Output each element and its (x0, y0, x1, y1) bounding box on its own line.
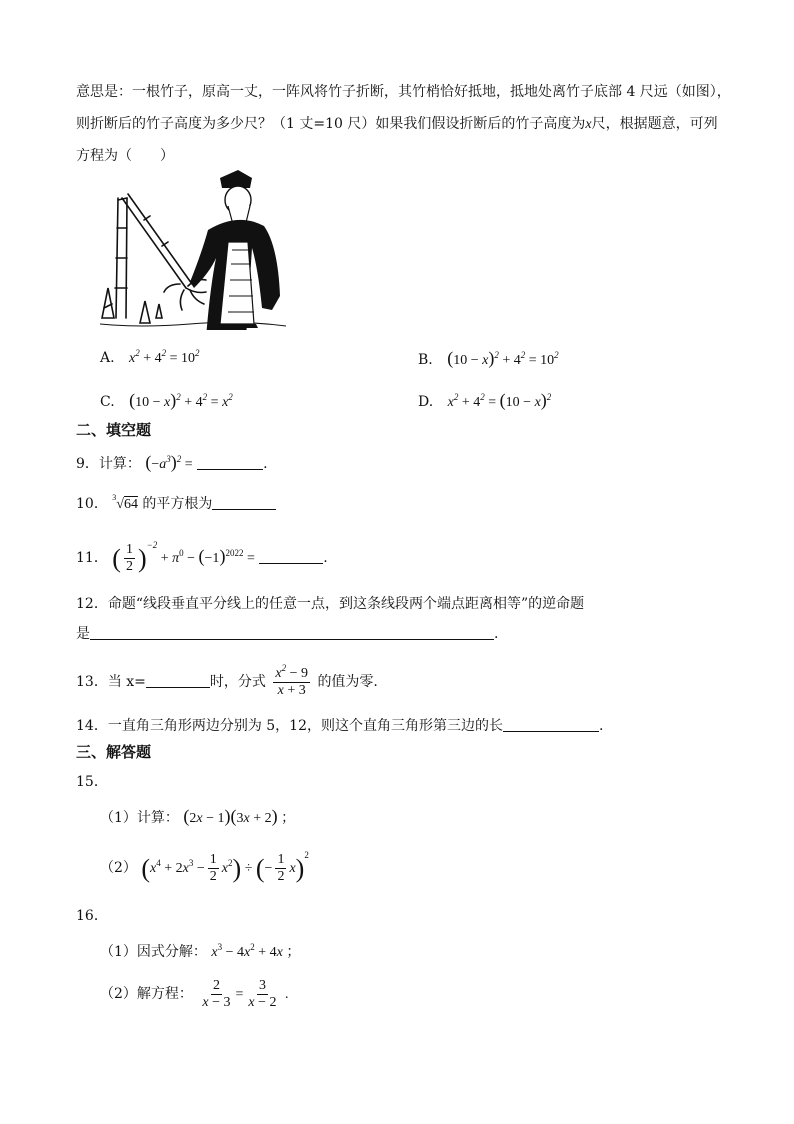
option-d-equation: $x^2 + 4^2 = (10 - x)^2$ (447, 390, 552, 410)
question-15 (76, 772, 108, 792)
q16-part2 (100, 974, 289, 1014)
q11-answer-blank[interactable] (259, 548, 323, 564)
option-b-label: B. (418, 352, 433, 368)
problem8-line2 (76, 114, 718, 135)
section2-heading (76, 420, 151, 440)
q11-number: 11． (76, 550, 108, 566)
question-11: 11． ( $\frac{1}{2}$ )$^{-2} + \pi^0 - (-1)^{2022}$ = . (76, 540, 328, 575)
q16-part1-expression: $x^3 - 4x^2 + 4x$ ； (211, 942, 301, 960)
q13-answer-blank[interactable] (146, 672, 210, 688)
question-13 (76, 662, 378, 702)
option-b[interactable] (418, 348, 559, 371)
option-b-equation: $(10 - x)^2 + 4^2 = 10^2$ (447, 348, 559, 368)
broken-bamboo (122, 198, 186, 288)
question-16 (76, 906, 108, 926)
q13-text-a: 当 x= (107, 674, 146, 690)
q14-answer-blank[interactable] (503, 716, 599, 732)
problem8-line2-text-b: 尺，根据题意，可列 (591, 116, 718, 132)
q16-part2-label: （2）解方程： (100, 986, 193, 1002)
section3-heading (76, 742, 151, 762)
q13-fraction: $\frac{x^2 - 9}{x + 3}$ (275, 662, 308, 698)
option-d-label: D. (418, 394, 434, 410)
q9-expression: $(-a^3)^2$ = (145, 452, 193, 472)
problem8-variable-x: x (585, 117, 592, 132)
q10-number: 10． (76, 496, 108, 512)
q9-answer-blank[interactable] (197, 454, 263, 470)
problem8-line3-text: 方程为（ ） (76, 148, 174, 164)
q12-answer-blank[interactable] (90, 624, 494, 640)
option-a-label: A. (100, 350, 115, 366)
q9-text: 计算： (98, 456, 141, 472)
question-12-answer-line: 是 . (76, 626, 499, 642)
option-c-label: C. (100, 394, 115, 410)
q12-text: 命题“线段垂直平分线上的任意一点，到这条线段两个端点距离相等”的逆命题 (107, 596, 585, 612)
question-9: 9．计算： $(-a^3)^2$ = . (76, 452, 268, 472)
q13-text-c: 的值为零. (317, 674, 378, 690)
problem8-line3 (76, 146, 174, 166)
section2-title: 二、填空题 (76, 421, 152, 439)
q15-part2-label: （2） (100, 860, 137, 876)
q10-text: 的平方根为 (142, 496, 213, 512)
option-a[interactable] (100, 348, 200, 369)
question-14: 14．一直角三角形两边分别为 5，12，则这个直角三角形第三边的长 . (76, 718, 604, 734)
option-c-equation: $(10 - x)^2 + 4^2 = x^2$ (129, 390, 233, 410)
question-12 (76, 594, 584, 614)
bamboo-scholar-illustration (100, 168, 286, 330)
q16-number: 16． (76, 908, 108, 924)
question-10 (76, 494, 276, 515)
q10-answer-blank[interactable] (212, 494, 276, 510)
section3-title: 三、解答题 (76, 743, 152, 761)
option-c[interactable] (100, 390, 233, 413)
q16-part1 (100, 942, 300, 963)
scholar-figure (190, 170, 280, 330)
q15-part2-expression: ($x^4 + 2x^3$ − $\frac{1}{2}$ $x^2$) ÷ (− $\frac{1}{2}$ x)$^2$ (141, 850, 309, 885)
q15-part1-expression: (2x − 1)(3x + 2) ； (183, 806, 296, 826)
option-d[interactable] (418, 390, 551, 413)
q11-fraction-half: $\frac{1}{2}$ (125, 542, 133, 575)
q15-part1 (100, 806, 295, 829)
q16-part2-equation: $\frac{2}{x - 3}$ = $\frac{3}{x - 2}$ . (202, 978, 289, 1011)
q16-part1-label: （1）因式分解： (100, 944, 207, 960)
q12-text2: 是 (76, 626, 90, 642)
q12-number: 12． (76, 596, 108, 612)
q14-text: 一直角三角形两边分别为 5，12，则这个直角三角形第三边的长 (107, 718, 503, 734)
q11-expression: ( $\frac{1}{2}$ )$^{-2} + \pi^0 - (-1)^{2022}$ = (112, 540, 255, 575)
q13-text-b: 时，分式 (209, 674, 266, 690)
option-a-equation: $x^2 + 4^2 = 10^2$ (129, 348, 200, 366)
q15-part1-label: （1）计算： (100, 810, 179, 826)
problem8-line1 (76, 82, 731, 102)
q15-part2 (100, 848, 309, 888)
q13-number: 13． (76, 674, 108, 690)
problem8-line1-text: 意思是：一根竹子，原高一丈，一阵风将竹子折断，其竹梢恰好抵地，抵地处离竹子底部 4 尺远（如图）， (76, 84, 731, 100)
q10-cube-root-64: $^3$√64 (112, 493, 138, 512)
q9-number: 9． (76, 456, 99, 472)
q14-number: 14． (76, 718, 108, 734)
q15-number: 15． (76, 774, 108, 790)
problem8-line2-text-a: 则折断后的竹子高度为多少尺？（1 丈=10 尺）如果我们假设折断后的竹子高度为 (76, 116, 586, 132)
